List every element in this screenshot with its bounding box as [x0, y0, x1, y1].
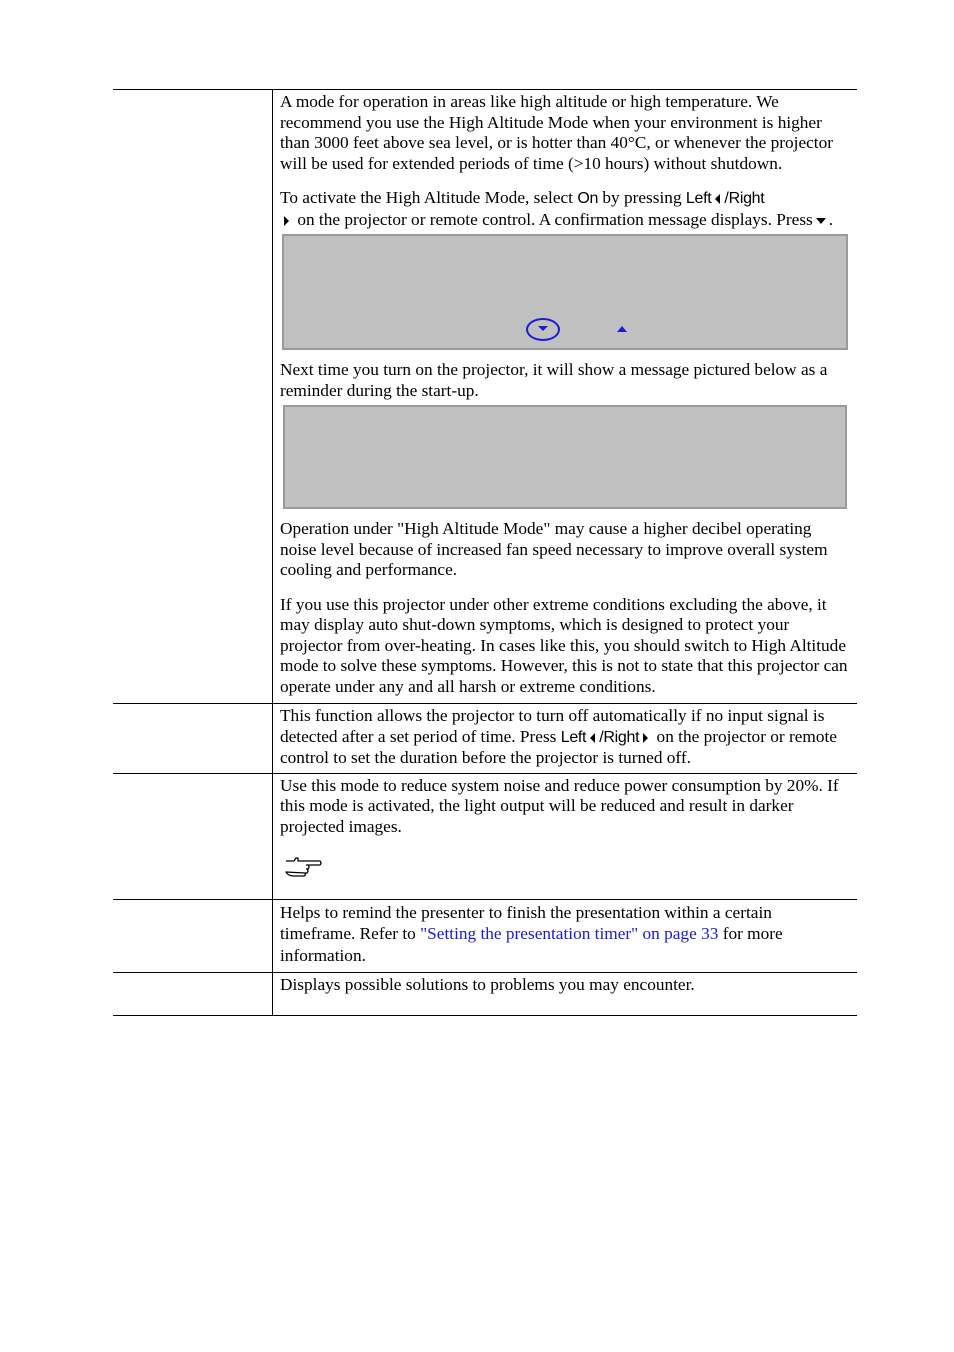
row-description-cell: [273, 900, 857, 973]
down-key-highlight-icon: [526, 318, 560, 341]
right-key-label: /Right: [724, 190, 765, 207]
description-paragraph: A mode for operation in areas like high altitude or high temperature. We recommend you use the High Altitude Mode when your environment is higher than 3000 feet above sea level, or is hotter than 40°C, or whenever the projector will be used for extended periods of time (>10 hours) without shutdown.: [280, 92, 833, 173]
row-description-cell: [273, 704, 857, 773]
row-label-cell: [113, 90, 273, 703]
table-row-high-altitude: [113, 89, 857, 703]
table-row-quiet-mode: [113, 773, 857, 899]
row-label-cell: [113, 704, 273, 773]
auto-off-paragraph: [280, 706, 849, 769]
down-arrow-icon: [538, 326, 548, 331]
text-span: To activate the High Altitude Mode, select: [280, 188, 573, 207]
timer-paragraph: [280, 902, 849, 967]
right-arrow-icon: [284, 216, 289, 226]
row-description-cell: [273, 90, 857, 703]
left-key-label: Left: [685, 190, 712, 207]
row-description-cell: [273, 774, 857, 899]
settings-table: [113, 89, 857, 1016]
reminder-paragraph: Next time you turn on the projector, it will show a message pictured below as a reminder during the start-up.: [280, 360, 828, 400]
quiet-mode-paragraph: Use this mode to reduce system noise and reduce power consumption by 20%. If this mode is activated, the light output will be reduced and result in darker projected images.: [280, 775, 839, 836]
troubleshooting-paragraph: Displays possible solutions to problems you may encounter.: [280, 975, 695, 994]
right-key-label: /Right: [599, 728, 640, 746]
text-span: for more information.: [280, 924, 783, 965]
right-arrow-icon: [643, 733, 648, 743]
noise-paragraph: Operation under "High Altitude Mode" may cause a higher decibel operating noise level because of increased fan speed necessary to improve overall system cooling and performance.: [280, 519, 828, 579]
row-label-cell: [113, 973, 273, 1015]
extreme-conditions-paragraph: If you use this projector under other extreme conditions excluding the above, it may display auto shut-down symptoms, which is designed to protect your projector from over-heating. In cases like this, you should switch to High Altitude mode to solve these symptoms. However, this is not to state that this projector can operate under any and all harsh or extreme conditions.: [280, 594, 848, 696]
table-row-troubleshooting: [113, 972, 857, 1016]
startup-reminder-screen: [283, 405, 847, 509]
left-arrow-icon: [590, 733, 595, 743]
left-arrow-icon: [715, 194, 720, 204]
table-row-presentation-timer: [113, 899, 857, 973]
text-span: This function allows the projector to turn off automatically if no input signal is detected after a set period of time. Press: [280, 706, 825, 746]
row-description-cell: [273, 973, 857, 1015]
option-on-label: On: [577, 190, 599, 207]
up-arrow-icon: [617, 326, 627, 332]
text-span: on the projector or remote control to set the duration before the projector is turned off.: [280, 726, 837, 767]
text-span: Helps to remind the presenter to finish the presentation within a certain timeframe. Refer to: [280, 902, 772, 943]
confirmation-message-screen: [282, 234, 848, 350]
row-label-cell: [113, 774, 273, 899]
pointing-hand-note-icon: [284, 855, 324, 877]
text-span: by pressing: [602, 188, 682, 207]
activation-instructions: [280, 188, 849, 230]
text-span: on the projector or remote control. A confirmation message displays. Press: [297, 209, 813, 229]
table-row-auto-off: [113, 703, 857, 773]
left-key-label: Left: [560, 728, 587, 746]
row-label-cell: [113, 900, 273, 973]
presentation-timer-link[interactable]: "Setting the presentation timer" on page 33: [420, 924, 719, 943]
down-arrow-icon: [816, 218, 826, 224]
text-span: .: [828, 209, 834, 229]
